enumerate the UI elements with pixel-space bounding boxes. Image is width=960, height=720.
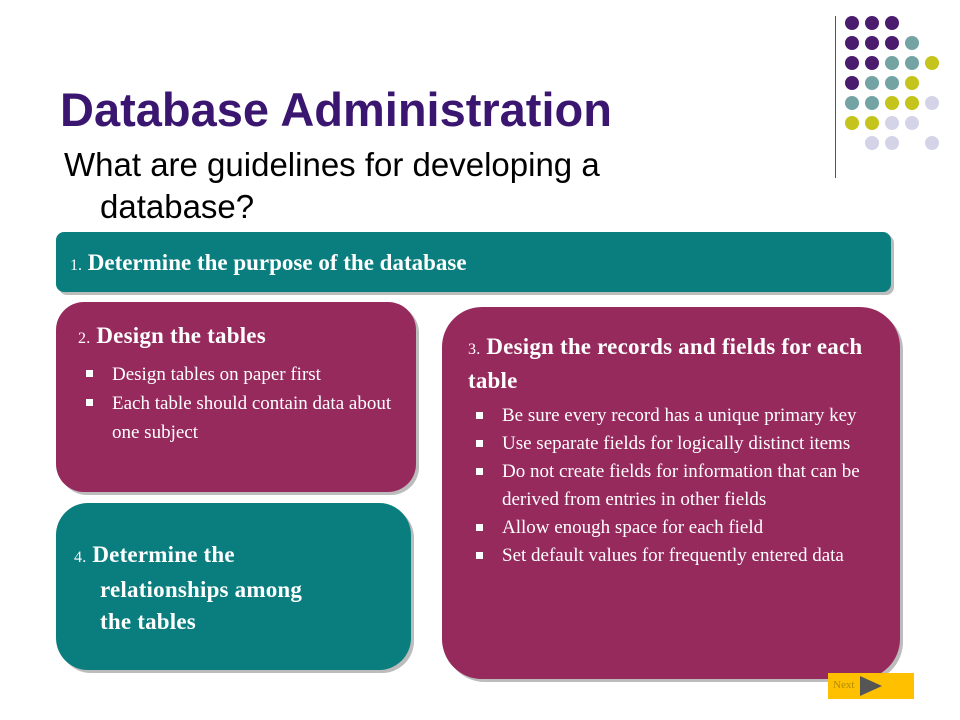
bullet-icon <box>476 468 483 475</box>
decorative-dot <box>925 136 939 150</box>
step-1-box <box>56 232 891 292</box>
bullet-icon <box>86 370 93 377</box>
list-item <box>468 514 880 542</box>
decorative-dot <box>845 16 859 30</box>
decorative-dot <box>865 16 879 30</box>
subtitle-line-2: database? <box>100 188 255 225</box>
step-4-box <box>56 503 411 670</box>
decorative-dot <box>905 96 919 110</box>
slide-title: Database Administration <box>60 83 612 136</box>
decorative-dot <box>845 96 859 110</box>
list-item <box>468 402 880 430</box>
list-item <box>78 360 400 389</box>
step-3-heading-row <box>468 331 880 396</box>
next-button[interactable] <box>828 673 914 699</box>
bullet-text: Allow enough space for each field <box>502 517 764 538</box>
list-item <box>78 389 400 447</box>
step-2-bullet-list <box>78 360 400 447</box>
decorative-dot <box>845 76 859 90</box>
step-2-box <box>56 302 416 492</box>
decorative-dot <box>885 76 899 90</box>
bullet-text: Use separate fields for logically distinct items <box>502 433 851 454</box>
step-4-heading-line-2: relationships among <box>100 577 303 602</box>
step-3-heading: Design the records and fields for each table <box>468 334 863 393</box>
bullet-text: Design tables on paper first <box>112 364 321 385</box>
decorative-dot <box>885 16 899 30</box>
bullet-text: Be sure every record has a unique primary key <box>502 405 857 426</box>
decorative-dot-grid <box>0 0 960 180</box>
step-4-heading-line-1: Determine the <box>92 542 235 567</box>
step-1-heading: Determine the purpose of the database <box>87 250 467 275</box>
step-3-number: 3. <box>468 341 481 358</box>
decorative-dot <box>905 116 919 130</box>
decorative-dot <box>925 96 939 110</box>
bullet-icon <box>476 440 483 447</box>
decorative-dot <box>905 36 919 50</box>
step-4-heading-row <box>74 539 397 638</box>
decorative-dot <box>905 56 919 70</box>
bullet-text: Do not create fields for information that can be derived from entries in other fields <box>502 461 860 510</box>
decorative-dot <box>905 76 919 90</box>
play-arrow-icon <box>860 676 882 696</box>
decorative-dot <box>865 76 879 90</box>
decorative-dot <box>885 36 899 50</box>
step-3-box <box>442 307 900 679</box>
decorative-dot <box>845 36 859 50</box>
bullet-icon <box>476 552 483 559</box>
decorative-dot <box>885 56 899 70</box>
decorative-dot <box>845 56 859 70</box>
decorative-dot <box>885 96 899 110</box>
step-4-heading-line-3: the tables <box>100 609 196 634</box>
list-item <box>468 430 880 458</box>
list-item <box>468 542 880 570</box>
step-2-heading-row <box>78 320 400 354</box>
step-2-number: 2. <box>78 330 91 347</box>
bullet-text: Each table should contain data about one subject <box>112 393 392 443</box>
bullet-text: Set default values for frequently entered data <box>502 545 844 566</box>
step-1-number: 1. <box>70 257 82 274</box>
decorative-dot <box>865 36 879 50</box>
decorative-dot <box>885 136 899 150</box>
decorative-dot <box>885 116 899 130</box>
next-button-label: Next <box>833 679 855 691</box>
subtitle-line-1: What are guidelines for developing a <box>64 146 600 183</box>
decorative-dot <box>925 56 939 70</box>
step-4-number: 4. <box>74 549 87 566</box>
decorative-dot <box>845 116 859 130</box>
bullet-icon <box>86 399 93 406</box>
list-item <box>468 458 880 514</box>
bullet-icon <box>476 412 483 419</box>
step-3-bullet-list <box>468 402 880 570</box>
step-2-heading: Design the tables <box>96 323 266 348</box>
decorative-dot <box>865 136 879 150</box>
decorative-dot <box>865 96 879 110</box>
decorative-dot <box>865 56 879 70</box>
bullet-icon <box>476 524 483 531</box>
decorative-dot <box>865 116 879 130</box>
